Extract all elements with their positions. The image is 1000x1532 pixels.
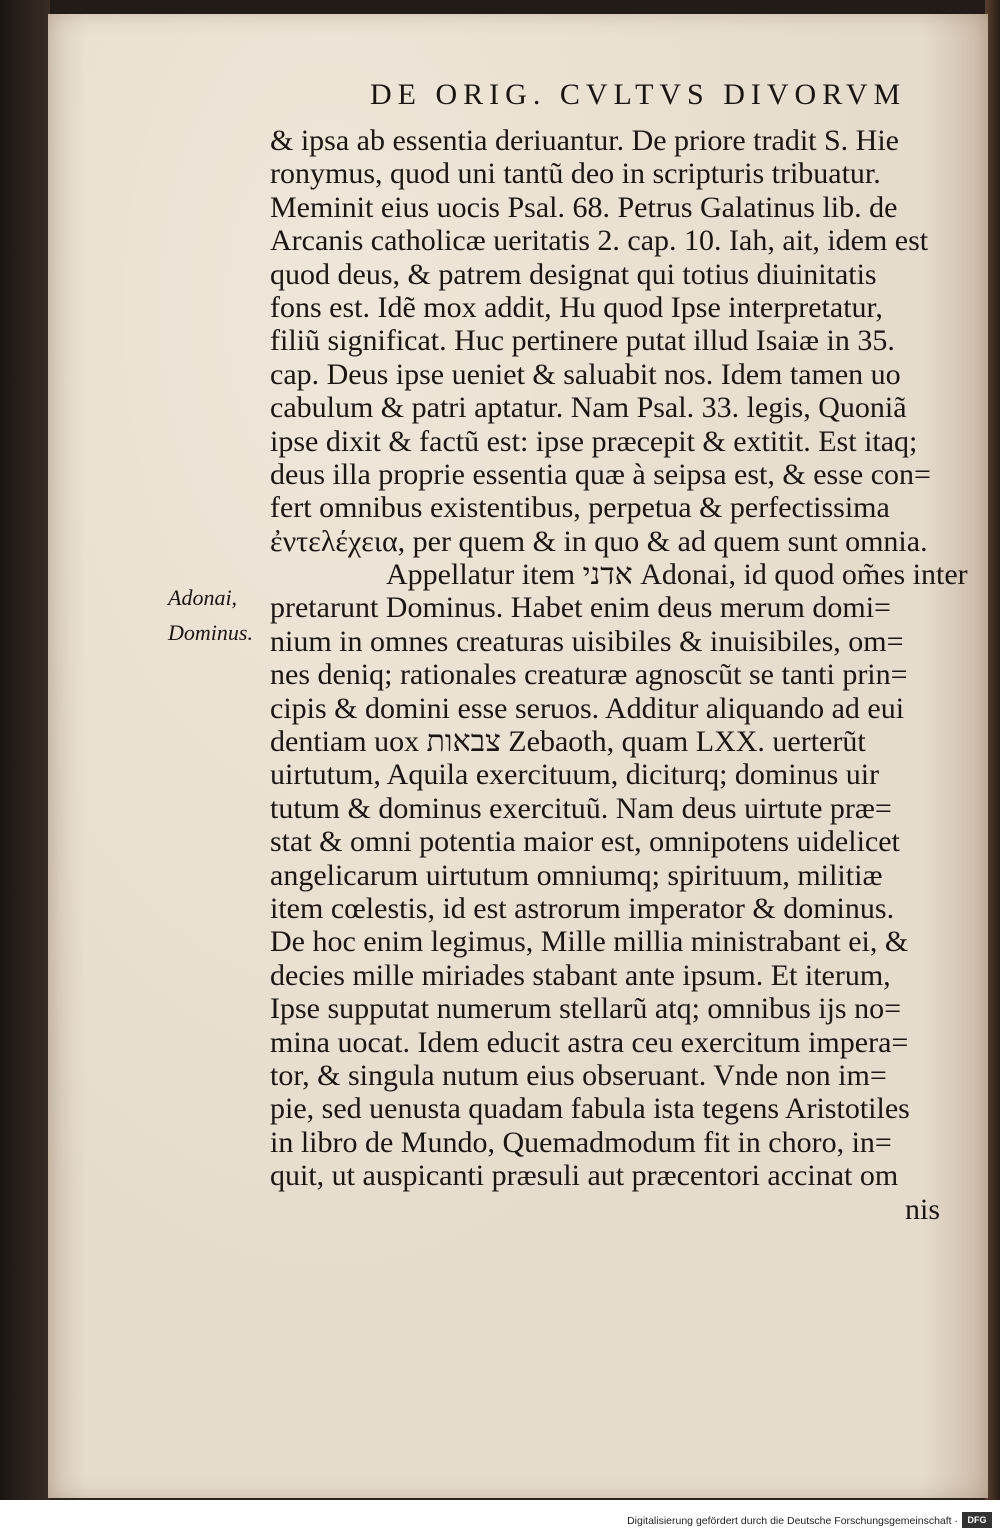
text-line: fert omnibus existentibus, perpetua & perfectissima xyxy=(270,491,890,525)
text-line: in libro de Mundo, Quemadmodum fit in choro, in= xyxy=(270,1125,892,1159)
dfg-logo-icon: DFG xyxy=(962,1512,992,1528)
text-line: ἐντελέχεια, per quem & in quo & ad quem sunt omnia. xyxy=(270,524,928,558)
text-line: pretarunt Dominus. Habet enim deus merum domi= xyxy=(270,591,891,625)
text-line: stat & omni potentia maior est, omnipotens uidelicet xyxy=(270,825,900,859)
text-line: dentiam uox צבאות Zebaoth, quam LXX. uerterũt xyxy=(270,725,866,759)
text-line: decies mille miriades stabant ante ipsum. Et iterum, xyxy=(270,958,891,992)
text-line: fons est. Idẽ mox addit, Hu quod Ipse interpretatur, xyxy=(270,290,883,324)
text-line: tor, & singula nutum eius obseruant. Vnde non im= xyxy=(270,1058,887,1092)
text-line: ipse dixit & factũ est: ipse præcepit & extitit. Est itaq; xyxy=(270,424,918,458)
catchword: nis xyxy=(904,1192,940,1226)
text-line: quod deus, & patrem designat qui totius diuinitatis xyxy=(270,257,877,291)
text-line: & ipsa ab essentia deriuantur. De priore tradit S. Hie xyxy=(270,124,899,157)
text-line: cabulum & patri aptatur. Nam Psal. 33. legis, Quoniã xyxy=(270,391,907,425)
marginal-note-dominus: Dominus. xyxy=(168,620,253,645)
text-line: item cœlestis, id est astrorum imperator & dominus. xyxy=(270,891,895,925)
text-line: deus illa proprie essentia quæ à seipsa est, & esse con= xyxy=(270,457,931,491)
text-line: tutum & dominus exercituũ. Nam deus uirtute præ= xyxy=(270,791,892,825)
text-line: mina uocat. Idem educit astra ceu exercitum impera= xyxy=(270,1025,909,1059)
text-line: cap. Deus ipse ueniet & saluabit nos. Idem tamen uo xyxy=(270,357,901,391)
text-line: cipis & domini esse seruos. Additur aliquando ad eui xyxy=(270,691,905,725)
text-line: quit, ut auspicanti præsuli aut præcentori accinat om xyxy=(270,1159,899,1193)
text-line: Appellatur item אדני Adonai, id quod om̃es inter xyxy=(386,558,968,592)
text-line: filiũ significat. Huc pertinere putat illud Isaiæ in 35. xyxy=(270,324,895,358)
text-line: ronymus, quod uni tantũ deo in scripturis tribuatur. xyxy=(270,157,881,191)
text-line: nes deniq; rationales creaturæ agnoscũt se tanti prin= xyxy=(270,658,908,692)
text-line: nium in omnes creaturas uisibiles & inuisibiles, om= xyxy=(270,624,904,658)
scan-border-left xyxy=(0,0,50,1500)
marginal-note-adonai: Adonai, xyxy=(168,585,238,610)
text-line: pie, sed uenusta quadam fabula ista tegens Aristotiles xyxy=(270,1092,910,1126)
text-line: Meminit eius uocis Psal. 68. Petrus Galatinus lib. de xyxy=(270,190,898,224)
text-line: Arcanis catholicæ ueritatis 2. cap. 10. Iah, ait, idem est xyxy=(270,224,929,258)
body-text xyxy=(270,124,970,1226)
footer-bar xyxy=(0,1500,1000,1532)
text-line: De hoc enim legimus, Mille millia ministrabant ei, & xyxy=(270,925,909,959)
text-line: angelicarum uirtutum omniumq; spirituum, militiæ xyxy=(270,858,883,892)
text-line: uirtutum, Aquila exercituum, diciturq; dominus uir xyxy=(270,758,880,792)
text-line: Ipse supputat numerum stellarũ atq; omnibus ijs no= xyxy=(270,992,902,1026)
running-head: DE ORIG. CVLTVS DIVORVM xyxy=(370,78,907,111)
funding-credit: Digitalisierung gefördert durch die Deutsche Forschungsgemeinschaft · xyxy=(627,1515,958,1527)
